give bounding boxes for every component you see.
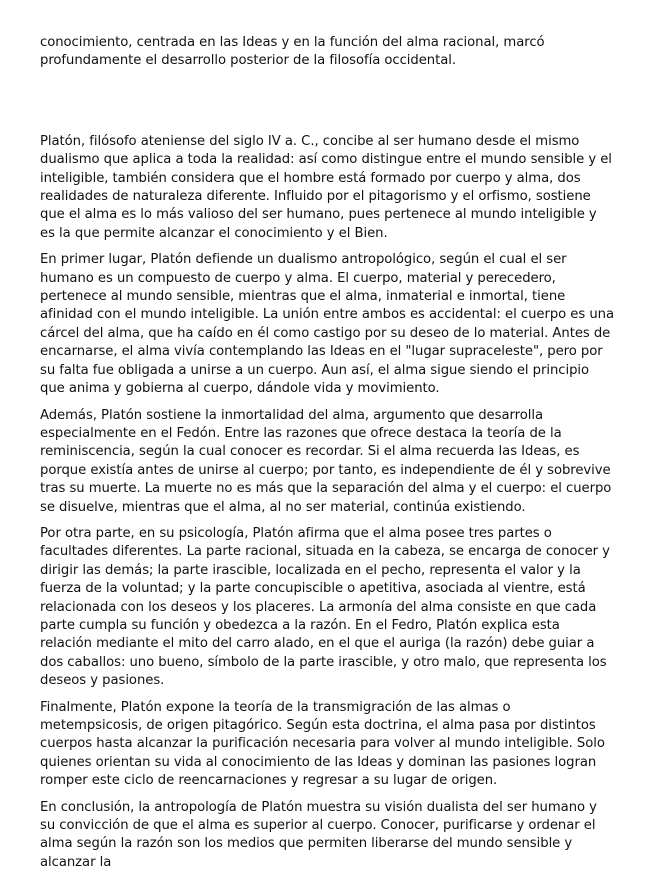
- paragraph-conclusion: En conclusión, la antropología de Platón muestra su visión dualista del ser humano y su convicción de que el alma es superior al cuerpo. Conocer, purificarse y ordenar el alma según la razón son los medios que permiten liberarse del mundo sensible y alcanzar la: [40, 799, 597, 870]
- paragraph-transmigration: Finalmente, Platón expone la teoría de la transmigración de las almas o metempsicosis, de origen pitagórico. Según esta doctrina, el alma pasa por distintos cuerpos hasta alcanzar la purificación necesaria para volver al mundo inteligible. Solo quienes orientan su vida al conocimiento de las Ideas y dominan las pasiones logran romper este ciclo de reencarnaciones y regresar a su lugar de origen.: [40, 699, 605, 789]
- paragraph-tripartite-soul: Por otra parte, en su psicología, Platón afirma que el alma posee tres partes o facultades diferentes. La parte racional, situada en la cabeza, se encarga de conocer y dirigir las demás; la parte irascible, localizada en el pecho, representa el valor y la fuerza de la voluntad; y la parte concupiscible o apetitiva, asociada al vientre, está relacionada con los deseos y los placeres. La armonía del alma consiste en que cada parte cumpla su función y obedezca a la razón. En el Fedro, Platón explica esta relación mediante el mito del carro alado, en el que el auriga (la razón) debe guiar a dos caballos: uno bueno, símbolo de la parte irascible, y otro malo, que representa los deseos y pasiones.: [40, 525, 610, 689]
- paragraph-immortality: Además, Platón sostiene la inmortalidad del alma, argumento que desarrolla especialmente en el Fedón. Entre las razones que ofrece destaca la teoría de la reminiscencia, según la cual conocer es recordar. Si el alma recuerda las Ideas, es porque existía antes de unirse al cuerpo; por tanto, es independiente de él y sobrevive tras su muerte. La muerte no es más que la separación del alma y el cuerpo: el cuerpo se disuelve, mientras que el alma, al no ser material, continúa existiendo.: [40, 407, 612, 515]
- intro-fragment-paragraph: conocimiento, centrada en las Ideas y en la función del alma racional, marcó profundamente el desarrollo posterior de la filosofía occidental.: [40, 35, 545, 69]
- paragraph-dualism: En primer lugar, Platón defiende un dualismo antropológico, según el cual el ser humano es un compuesto de cuerpo y alma. El cuerpo, material y perecedero, pertenece al mundo sensible, mientras que el alma, inmaterial e inmortal, tiene afinidad con el mundo inteligible. La unión entre ambos es accidental: el cuerpo es una cárcel del alma, que ha caído en él como castigo por su deseo de lo material. Antes de encarnarse, el alma vivía contemplando las Ideas en el "lugar supraceleste", pero por su falta fue obligada a unirse a un cuerpo. Aun así, el alma sigue siendo el principio que anima y gobierna al cuerpo, dándole vida y movimiento.: [40, 252, 614, 397]
- paragraph-introduction: Platón, filósofo ateniense del siglo IV a. C., concibe al ser humano desde el mismo dualismo que aplica a toda la realidad: así como distingue entre el mundo sensible y el inteligible, también considera que el hombre está formado por cuerpo y alma, dos realidades de naturaleza diferente. Influido por el pitagorismo y el orfismo, sostiene que el alma es lo más valioso del ser humano, pues pertenece al mundo inteligible y es la que permite alcanzar el conocimiento y el Bien.: [40, 133, 612, 241]
